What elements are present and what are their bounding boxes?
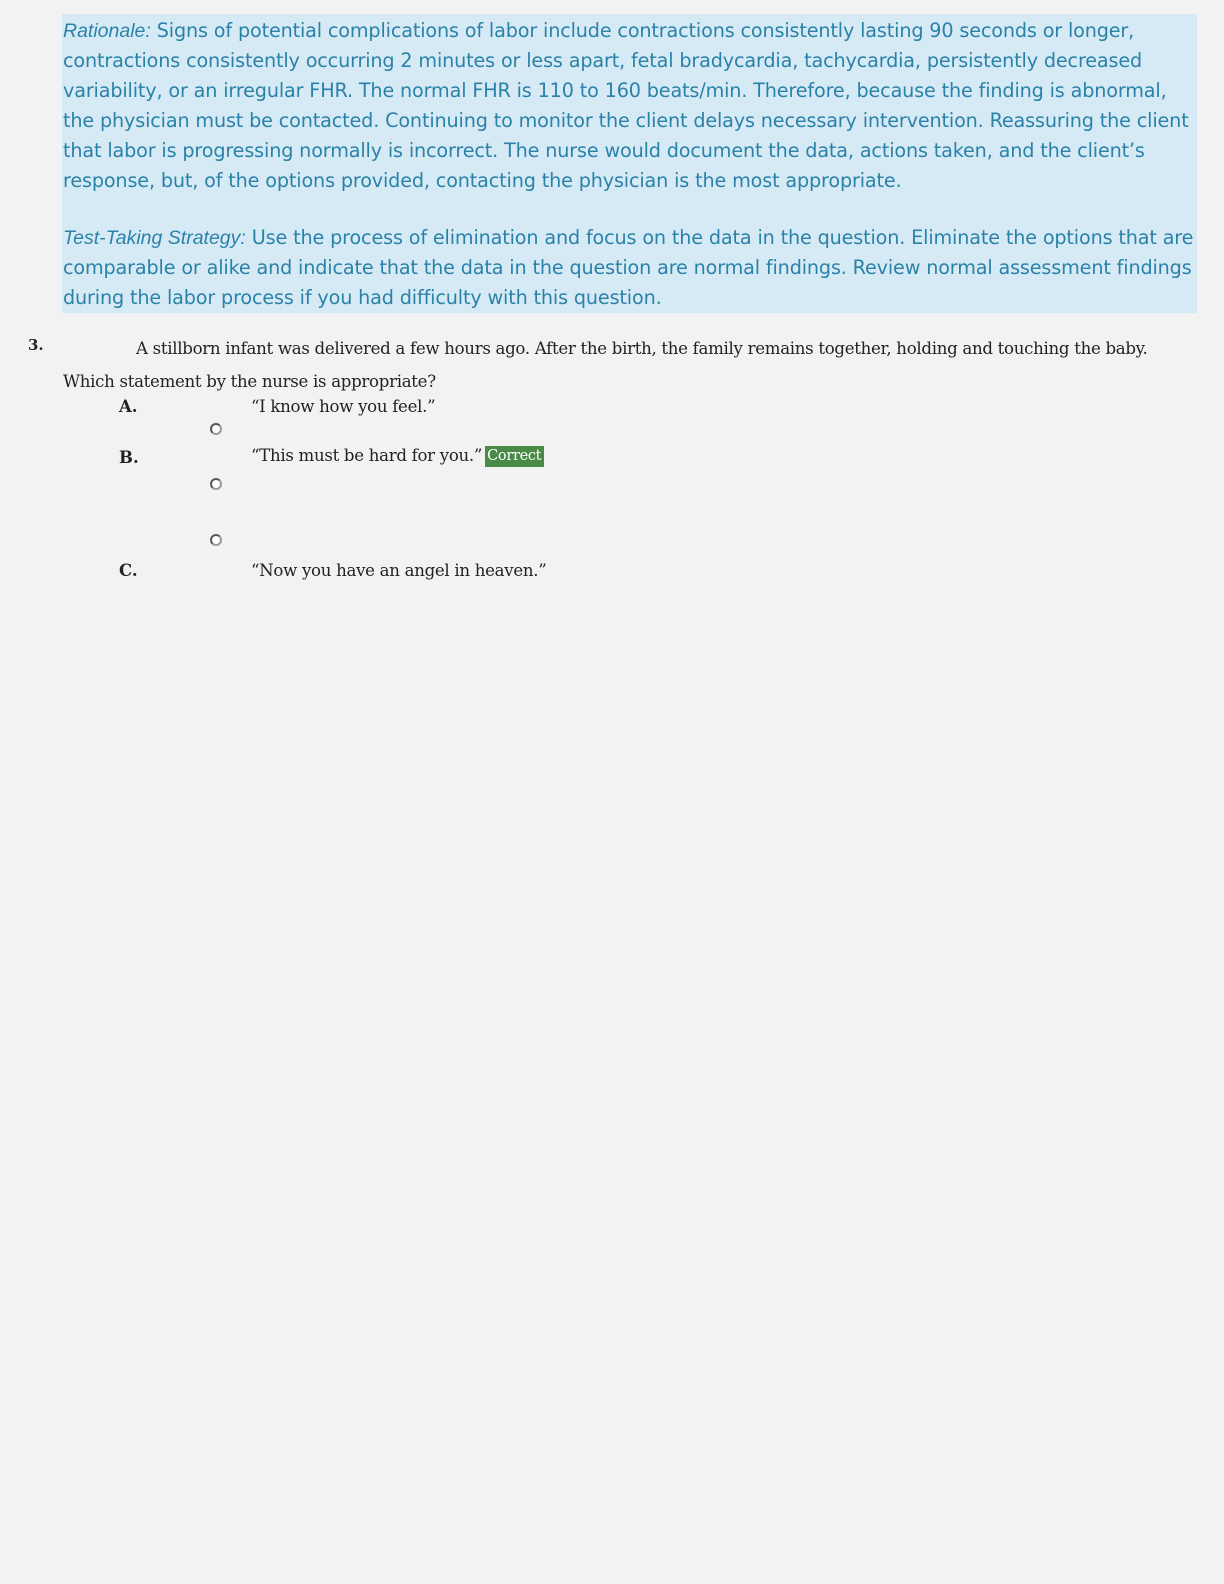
option-b-text: “This must be hard for you.” [251, 446, 483, 465]
question-text: A stillborn infant was delivered a few hours ago. After the birth, the family remains together, holding and touching the baby. Which statement by the nurse is appropriate? [63, 339, 1148, 391]
rationale-text: Signs of potential complications of labor include contractions consistently lasting 90 seconds or longer, contractions consistently occurring 2 minutes or less apart, fetal bradycardia, tachycardia, persistently decreased variability, or an irregular FHR. The normal FHR is 110 to 160 beats/min. Therefore, because the finding is abnormal, the physician must be contacted. Continuing to monitor the client delays necessary intervention. Reassuring the client that labor is progressing normally is incorrect. The nurse would document the data, actions taken, and the client’s response, but, of the options provided, contacting the physician is the most appropriate. [63, 19, 1189, 192]
rationale-panel [62, 14, 1197, 313]
option-b-text-line [251, 446, 544, 467]
option-b-letter: B. [119, 448, 139, 467]
rationale-label: Rationale: [63, 20, 151, 42]
strategy-label: Test-Taking Strategy: [63, 227, 246, 249]
option-c-radio[interactable] [210, 534, 222, 546]
option-a-text: “I know how you feel.” [251, 397, 436, 416]
option-c-text: “Now you have an angel in heaven.” [251, 561, 547, 580]
correct-badge: Correct [485, 446, 544, 467]
question-number: 3. [28, 336, 44, 354]
rationale-paragraph [63, 16, 1197, 196]
strategy-text: Use the process of elimination and focus on the data in the question. Eliminate the options that are comparable or alike and indicate that the data in the question are normal findings. Review normal assessment findings during the labor process if you had difficulty with this question. [63, 226, 1194, 309]
option-a-radio[interactable] [210, 423, 222, 435]
question-text-block [63, 332, 1203, 398]
strategy-paragraph [63, 223, 1197, 313]
option-b-radio[interactable] [210, 478, 222, 490]
option-c-letter: C. [119, 561, 138, 580]
option-a-letter: A. [119, 397, 138, 416]
